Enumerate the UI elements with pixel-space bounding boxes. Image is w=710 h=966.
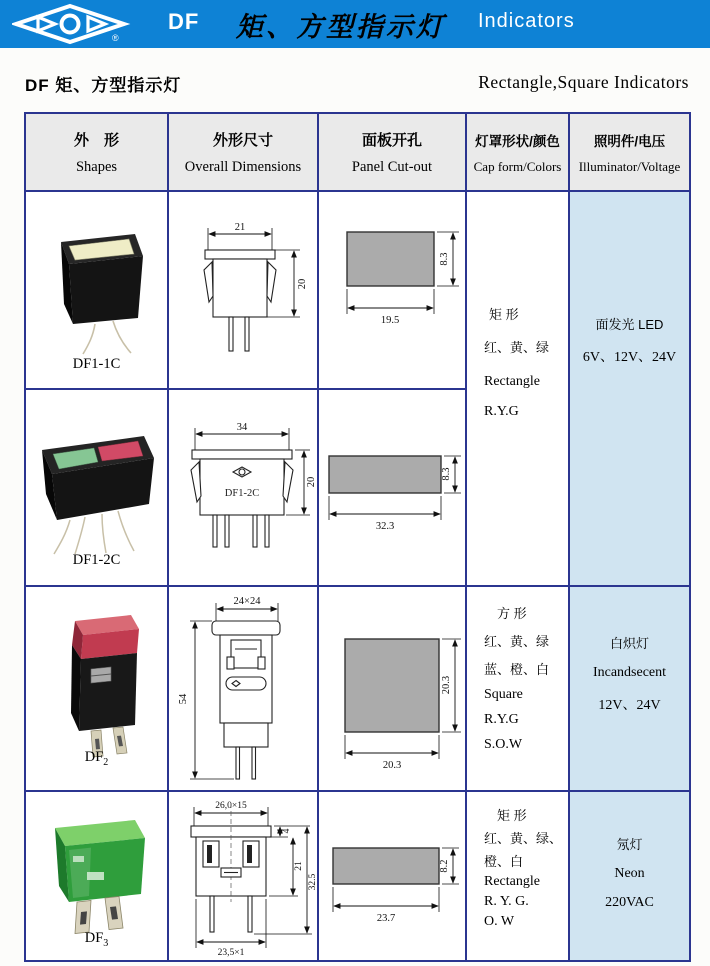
svg-text:8.2: 8.2 [439,859,450,873]
page-title-cn: DF 矩、方型指示灯 [25,76,182,95]
svg-text:4: 4 [282,828,292,834]
spec-table [24,112,691,962]
row1-cutout-cell [319,192,467,390]
svg-text:32.3: 32.3 [375,521,395,532]
row1-product-photo [31,218,163,356]
row2-dimension-drawing [169,404,318,582]
svg-text:19.5: 19.5 [380,315,400,326]
svg-text:20: 20 [306,476,317,488]
series-code: DF [168,9,200,34]
svg-text:24×24: 24×24 [233,596,261,607]
capform-square-cell: 方 形 红、黄、绿 蓝、橙、白 Square R.Y.G S.O.W [467,587,570,792]
svg-text:23,5×1: 23,5×1 [217,948,245,958]
top-banner [0,0,710,48]
row4-cutout-drawing [319,796,465,946]
capform-rect-rygow-cell: 矩 形 红、黄、绿、 橙、白 Rectangle R. Y. G. O. W [467,792,570,960]
banner-title-cn: 矩、方型指示灯 [236,12,446,42]
row4-shape-cell [26,792,169,960]
row1-shape-cell [26,192,169,390]
col-header-capform: 灯罩形状/颜色 Cap form/Colors [467,114,570,192]
svg-text:20.3: 20.3 [382,760,402,771]
row2-cutout-drawing [319,394,465,574]
row3-dims-cell [169,587,319,792]
col-header-illuminator: 照明件/电压 Illuminator/Voltage [570,114,689,192]
row2-dims-cell [169,390,319,587]
banner-title-en: Indicators [478,10,575,32]
svg-text:23.7: 23.7 [376,913,396,924]
row3-model-label: $DF_2$ [84,749,109,768]
row3-dimension-drawing [178,589,308,789]
col-header-shapes: 外 形 Shapes [26,114,169,192]
svg-text:32.5: 32.5 [308,873,318,891]
illuminator-incandescent-cell: 白炽灯 Incandsecent 12V、24V [570,587,689,792]
svg-text:21: 21 [234,222,246,233]
illuminator-neon-cell: 氖灯 Neon 220VAC [570,792,689,960]
row3-cutout-drawing [319,589,465,789]
capform-rect-ryg-cell: 矩 形 红、黄、绿 Rectangle R.Y.G [467,192,570,587]
row3-shape-cell [26,587,169,792]
row3-product-photo [37,609,157,761]
row2-shape-cell [26,390,169,587]
row4-dims-cell [169,792,319,960]
row1-model-label: DF1-1C [72,356,121,373]
row4-cutout-cell [319,792,467,960]
row4-dimension-drawing [169,796,318,958]
row3-cutout-cell [319,587,467,792]
svg-text:26,0×15: 26,0×15 [215,801,247,811]
svg-text:20.3: 20.3 [441,675,452,695]
row2-cutout-cell [319,390,467,587]
illuminator-led-cell: 面发光 LED 6V、12V、24V [570,192,689,587]
row1-dims-cell [169,192,319,390]
row2-model-label: DF1-2C [72,552,121,569]
row4-model-label: $DF_3$ [84,930,109,949]
row2-product-photo [28,420,166,556]
svg-text:21: 21 [294,861,304,871]
svg-text:34: 34 [236,422,248,433]
row1-dimension-drawing [169,202,318,380]
svg-text:54: 54 [178,693,189,705]
svg-text:20: 20 [297,278,308,290]
svg-text:8.3: 8.3 [441,467,452,481]
row1-cutout-drawing [319,192,465,382]
row4-product-photo [31,810,163,936]
col-header-dimensions: 外形尺寸 Overall Dimensions [169,114,319,192]
col-header-cutout: 面板开孔 Panel Cut-out [319,114,467,192]
registered-mark: ® [112,33,119,43]
brand-logo-icon [12,3,132,45]
page-title-en: Rectangle,Square Indicators [478,72,689,92]
svg-text:DF1-2C: DF1-2C [224,488,260,499]
svg-text:8.3: 8.3 [439,252,450,266]
